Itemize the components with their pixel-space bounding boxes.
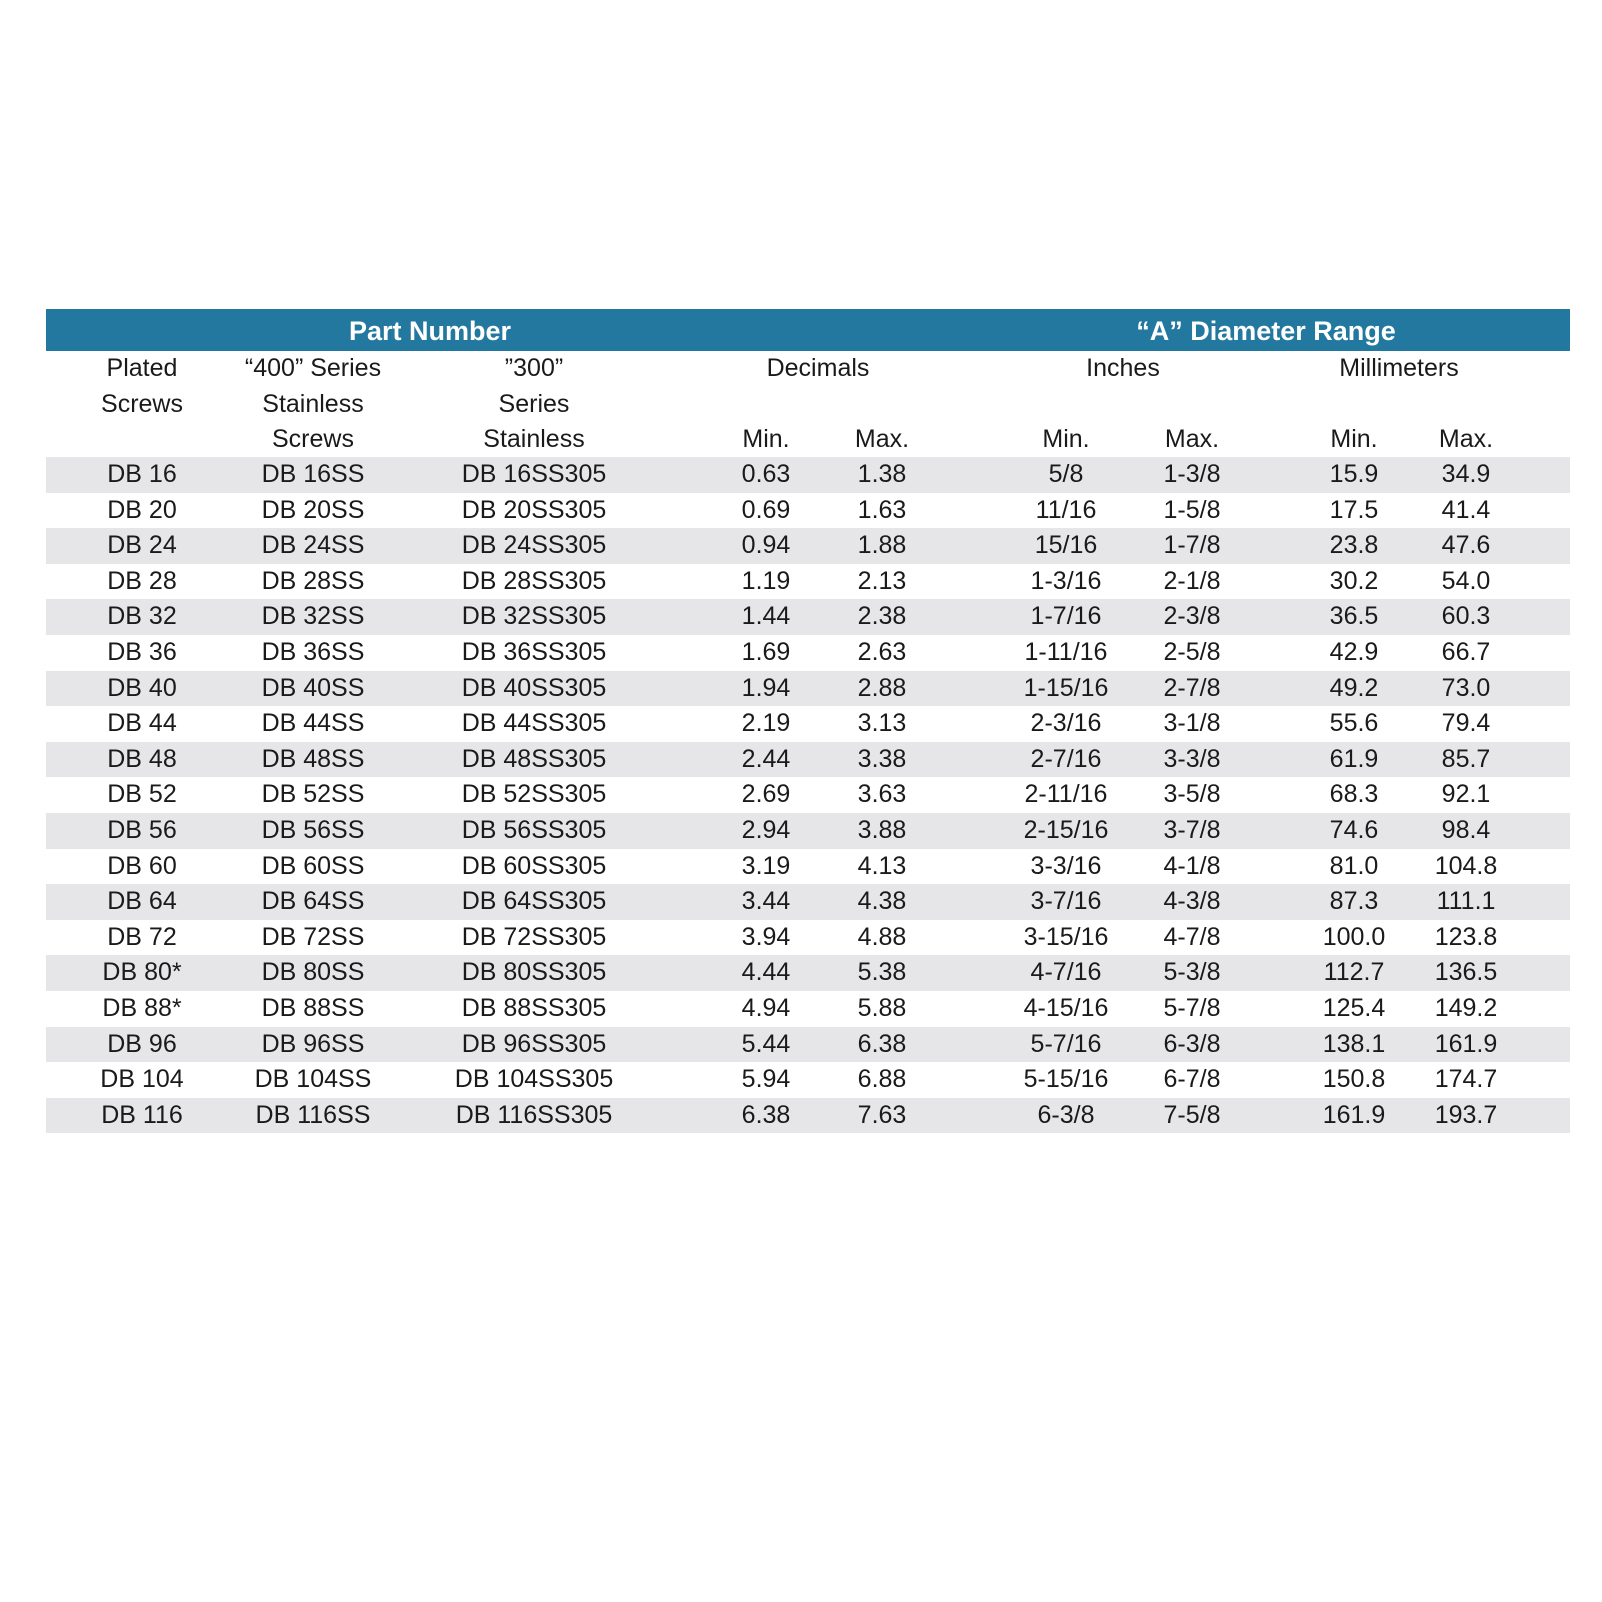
mm-min-cell: 87.3 [1329, 887, 1379, 916]
mm-max-cell: 161.9 [1434, 1029, 1498, 1058]
decimals-header: Decimals [766, 354, 870, 382]
decimals-max-header: Max. [854, 425, 910, 453]
plated-screw-cell: DB 80* [102, 958, 182, 987]
mm-min-cell: 150.8 [1322, 1065, 1386, 1094]
mm-max-cell: 79.4 [1441, 709, 1491, 738]
inch-max-cell: 3-5/8 [1163, 780, 1221, 809]
decimal-min-cell: 0.63 [741, 460, 791, 488]
inch-max-cell: 3-3/8 [1163, 744, 1221, 773]
ss400-part-cell: DB 44SS [261, 709, 365, 738]
mm-min-cell: 55.6 [1329, 709, 1379, 738]
table-row [46, 991, 1570, 1027]
ss400-part-cell: DB 16SS [261, 460, 365, 488]
header-line: Series [498, 389, 570, 418]
plated-screw-cell: DB 36 [107, 637, 177, 666]
decimal-min-cell: 3.44 [741, 887, 791, 916]
decimal-max-cell: 2.38 [857, 602, 907, 631]
inch-max-cell: 4-3/8 [1163, 887, 1221, 916]
inch-min-cell: 4-7/16 [1030, 958, 1102, 987]
decimal-max-cell: 4.88 [857, 922, 907, 951]
part-number-heading: Part Number [348, 316, 512, 346]
inch-min-cell: 2-3/16 [1030, 709, 1102, 738]
plated-screw-cell: DB 16 [107, 460, 177, 488]
mm-min-cell: 36.5 [1329, 602, 1379, 631]
mm-min-cell: 15.9 [1329, 460, 1379, 488]
decimal-min-cell: 3.94 [741, 922, 791, 951]
decimal-max-cell: 6.88 [857, 1065, 907, 1094]
ss400-part-cell: DB 36SS [261, 637, 365, 666]
decimal-min-cell: 1.19 [741, 566, 791, 595]
plated-screw-cell: DB 72 [107, 922, 177, 951]
inch-min-cell: 3-3/16 [1030, 851, 1102, 880]
decimal-min-cell: 1.94 [741, 673, 791, 702]
mm-min-cell: 68.3 [1329, 780, 1379, 809]
ss400-part-cell: DB 64SS [261, 887, 365, 916]
inch-max-cell: 2-1/8 [1163, 566, 1221, 595]
ss300-part-cell: DB 36SS305 [461, 637, 607, 666]
table-row [46, 599, 1570, 635]
decimal-max-cell: 3.63 [857, 780, 907, 809]
table-row [46, 813, 1570, 849]
mm-min-cell: 30.2 [1329, 566, 1379, 595]
header-line: Plated [106, 354, 178, 382]
inch-min-cell: 2-11/16 [1024, 780, 1108, 809]
column-headers [46, 351, 1570, 457]
mm-min-cell: 23.8 [1329, 531, 1379, 560]
decimal-min-cell: 2.19 [741, 709, 791, 738]
inch-max-cell: 4-1/8 [1163, 851, 1221, 880]
decimal-min-cell: 1.44 [741, 602, 791, 631]
mm-max-cell: 92.1 [1441, 780, 1491, 809]
mm-max-cell: 174.7 [1434, 1065, 1498, 1094]
mm-max-cell: 66.7 [1441, 637, 1491, 666]
decimal-min-cell: 2.44 [741, 744, 791, 773]
inches-min-header: Min. [1042, 425, 1090, 453]
ss300-part-cell: DB 48SS305 [461, 744, 607, 773]
table-row [46, 920, 1570, 956]
inch-min-cell: 5-15/16 [1023, 1065, 1109, 1094]
plated-screw-cell: DB 56 [107, 815, 177, 844]
decimal-max-cell: 3.13 [857, 709, 907, 738]
header-line: Stainless [262, 389, 364, 418]
decimal-max-cell: 3.88 [857, 815, 907, 844]
mm-max-cell: 47.6 [1441, 531, 1491, 560]
decimal-max-cell: 1.63 [857, 495, 907, 524]
table-row [46, 1062, 1570, 1098]
ss300-part-cell: DB 44SS305 [461, 709, 607, 738]
ss300-part-cell: DB 20SS305 [461, 495, 607, 524]
diameter-range-heading: “A” Diameter Range [1136, 316, 1396, 346]
plated-screw-cell: DB 32 [107, 602, 177, 631]
table-row [46, 528, 1570, 564]
ss400-part-cell: DB 20SS [261, 495, 365, 524]
inch-max-cell: 6-3/8 [1163, 1029, 1221, 1058]
inch-min-cell: 3-15/16 [1023, 922, 1109, 951]
ss300-part-cell: DB 96SS305 [461, 1029, 607, 1058]
ss300-part-cell: DB 56SS305 [461, 815, 607, 844]
mm-max-cell: 54.0 [1441, 566, 1491, 595]
inch-min-cell: 1-7/16 [1030, 602, 1102, 631]
ss400-part-cell: DB 48SS [261, 744, 365, 773]
ss300-part-cell: DB 24SS305 [461, 531, 607, 560]
mm-max-cell: 123.8 [1434, 922, 1498, 951]
inch-max-cell: 2-7/8 [1163, 673, 1221, 702]
table-row [46, 742, 1570, 778]
decimal-min-cell: 4.44 [741, 958, 791, 987]
ss400-header [245, 351, 381, 458]
inch-max-cell: 3-7/8 [1163, 815, 1221, 844]
ss400-part-cell: DB 40SS [261, 673, 365, 702]
mm-max-cell: 111.1 [1436, 887, 1496, 916]
ss300-part-cell: DB 64SS305 [461, 887, 607, 916]
decimal-max-cell: 2.13 [857, 566, 907, 595]
mm-max-cell: 34.9 [1441, 460, 1491, 488]
mm-min-cell: 161.9 [1322, 1100, 1386, 1129]
inch-max-cell: 2-5/8 [1163, 637, 1221, 666]
inch-min-cell: 5-7/16 [1030, 1029, 1102, 1058]
mm-max-cell: 85.7 [1441, 744, 1491, 773]
plated-screw-cell: DB 20 [107, 495, 177, 524]
header-line: ”300” [504, 354, 564, 382]
mm-min-cell: 17.5 [1329, 495, 1379, 524]
mm-max-cell: 98.4 [1441, 815, 1491, 844]
decimals-min-header: Min. [742, 425, 790, 453]
table-row [46, 777, 1570, 813]
table-row [46, 706, 1570, 742]
decimal-max-cell: 5.38 [857, 958, 907, 987]
plated-screw-cell: DB 44 [107, 709, 177, 738]
ss300-part-cell: DB 60SS305 [461, 851, 607, 880]
ss400-part-cell: DB 52SS [261, 780, 365, 809]
ss400-part-cell: DB 24SS [261, 531, 365, 560]
table-body [46, 457, 1570, 1133]
header-line: “400” Series [244, 354, 382, 382]
decimal-max-cell: 6.38 [857, 1029, 907, 1058]
mm-min-cell: 81.0 [1329, 851, 1379, 880]
table-row [46, 1098, 1570, 1134]
inch-min-cell: 1-3/16 [1030, 566, 1102, 595]
decimal-min-cell: 0.94 [741, 531, 791, 560]
decimal-min-cell: 4.94 [741, 993, 791, 1022]
mm-min-cell: 49.2 [1329, 673, 1379, 702]
mm-min-cell: 74.6 [1329, 815, 1379, 844]
ss300-part-cell: DB 32SS305 [461, 602, 607, 631]
inch-max-cell: 1-7/8 [1163, 531, 1221, 560]
plated-screw-cell: DB 104 [100, 1065, 184, 1094]
decimal-min-cell: 3.19 [741, 851, 791, 880]
mm-max-cell: 136.5 [1434, 958, 1498, 987]
inch-min-cell: 15/16 [1034, 531, 1098, 560]
plated-screw-cell: DB 28 [107, 566, 177, 595]
decimal-max-cell: 7.63 [857, 1100, 907, 1129]
inch-min-cell: 2-7/16 [1030, 744, 1102, 773]
ss300-header [483, 351, 584, 458]
header-line: Stainless [483, 425, 585, 453]
inches-max-header: Max. [1164, 425, 1220, 453]
ss400-part-cell: DB 72SS [261, 922, 365, 951]
mm-max-cell: 104.8 [1434, 851, 1498, 880]
decimal-max-cell: 4.13 [857, 851, 907, 880]
ss300-part-cell: DB 52SS305 [461, 780, 607, 809]
inches-header: Inches [1086, 354, 1160, 382]
mm-min-header: Min. [1330, 425, 1378, 453]
decimal-max-cell: 4.38 [857, 887, 907, 916]
inch-min-cell: 4-15/16 [1023, 993, 1109, 1022]
decimal-max-cell: 5.88 [857, 993, 907, 1022]
ss400-part-cell: DB 104SS [254, 1065, 372, 1094]
table-row [46, 635, 1570, 671]
mm-min-cell: 125.4 [1322, 993, 1386, 1022]
ss400-part-cell: DB 116SS [255, 1100, 371, 1129]
decimal-max-cell: 1.88 [857, 531, 907, 560]
decimal-max-cell: 3.38 [857, 744, 907, 773]
ss300-part-cell: DB 88SS305 [461, 993, 607, 1022]
mm-min-cell: 42.9 [1329, 637, 1379, 666]
plated-screw-cell: DB 40 [107, 673, 177, 702]
decimal-min-cell: 5.94 [741, 1065, 791, 1094]
inch-max-cell: 4-7/8 [1163, 922, 1221, 951]
inch-min-cell: 2-15/16 [1023, 815, 1109, 844]
inch-min-cell: 1-11/16 [1024, 637, 1108, 666]
decimal-max-cell: 2.88 [857, 673, 907, 702]
decimal-min-cell: 6.38 [741, 1100, 791, 1129]
plated-screws-header [101, 351, 183, 422]
inch-max-cell: 1-5/8 [1163, 495, 1221, 524]
inch-max-cell: 1-3/8 [1163, 460, 1221, 488]
inch-max-cell: 5-7/8 [1163, 993, 1221, 1022]
mm-max-cell: 60.3 [1441, 602, 1491, 631]
plated-screw-cell: DB 24 [107, 531, 177, 560]
decimal-min-cell: 2.69 [741, 780, 791, 809]
plated-screw-cell: DB 88* [102, 993, 182, 1022]
inch-min-cell: 6-3/8 [1037, 1100, 1095, 1129]
ss400-part-cell: DB 88SS [261, 993, 365, 1022]
mm-max-header: Max. [1438, 425, 1494, 453]
table-row [46, 955, 1570, 991]
plated-screw-cell: DB 48 [107, 744, 177, 773]
mm-min-cell: 112.7 [1323, 958, 1385, 987]
mm-min-cell: 61.9 [1329, 744, 1379, 773]
plated-screw-cell: DB 96 [107, 1029, 177, 1058]
table-row [46, 564, 1570, 600]
ss300-part-cell: DB 40SS305 [461, 673, 607, 702]
diameter-range-table [46, 309, 1570, 1133]
ss300-part-cell: DB 72SS305 [461, 922, 607, 951]
plated-screw-cell: DB 116 [101, 1100, 183, 1129]
table-row [46, 457, 1570, 493]
table-row [46, 671, 1570, 707]
inch-max-cell: 7-5/8 [1163, 1100, 1221, 1129]
mm-min-cell: 138.1 [1322, 1029, 1386, 1058]
ss300-part-cell: DB 28SS305 [461, 566, 607, 595]
decimal-max-cell: 1.38 [857, 460, 907, 488]
ss400-part-cell: DB 28SS [261, 566, 365, 595]
header-line: Screws [272, 425, 354, 453]
plated-screw-cell: DB 64 [107, 887, 177, 916]
ss300-part-cell: DB 116SS305 [455, 1100, 613, 1129]
table-row [46, 884, 1570, 920]
decimal-min-cell: 5.44 [741, 1029, 791, 1058]
decimal-max-cell: 2.63 [857, 637, 907, 666]
table-row [46, 849, 1570, 885]
inch-max-cell: 6-7/8 [1163, 1065, 1221, 1094]
mm-max-cell: 41.4 [1441, 495, 1491, 524]
inch-max-cell: 3-1/8 [1163, 709, 1221, 738]
ss400-part-cell: DB 96SS [261, 1029, 365, 1058]
decimal-min-cell: 1.69 [741, 637, 791, 666]
millimeters-header: Millimeters [1339, 354, 1459, 382]
ss300-part-cell: DB 16SS305 [461, 460, 607, 488]
decimal-min-cell: 0.69 [741, 495, 791, 524]
ss300-part-cell: DB 80SS305 [461, 958, 607, 987]
table-row [46, 1027, 1570, 1063]
ss400-part-cell: DB 32SS [261, 602, 365, 631]
table-header-band [46, 309, 1570, 351]
plated-screw-cell: DB 52 [107, 780, 177, 809]
ss400-part-cell: DB 80SS [261, 958, 365, 987]
ss400-part-cell: DB 60SS [261, 851, 365, 880]
mm-max-cell: 149.2 [1434, 993, 1498, 1022]
table-row [46, 493, 1570, 529]
inch-min-cell: 1-15/16 [1023, 673, 1109, 702]
inch-max-cell: 2-3/8 [1163, 602, 1221, 631]
mm-max-cell: 193.7 [1434, 1100, 1498, 1129]
mm-min-cell: 100.0 [1322, 922, 1386, 951]
inch-min-cell: 3-7/16 [1030, 887, 1102, 916]
inch-min-cell: 11/16 [1035, 495, 1097, 524]
decimal-min-cell: 2.94 [741, 815, 791, 844]
mm-max-cell: 73.0 [1441, 673, 1491, 702]
plated-screw-cell: DB 60 [107, 851, 177, 880]
inch-min-cell: 5/8 [1048, 460, 1084, 488]
ss300-part-cell: DB 104SS305 [454, 1065, 614, 1094]
ss400-part-cell: DB 56SS [261, 815, 365, 844]
header-line: Screws [101, 389, 183, 418]
inch-max-cell: 5-3/8 [1163, 958, 1221, 987]
